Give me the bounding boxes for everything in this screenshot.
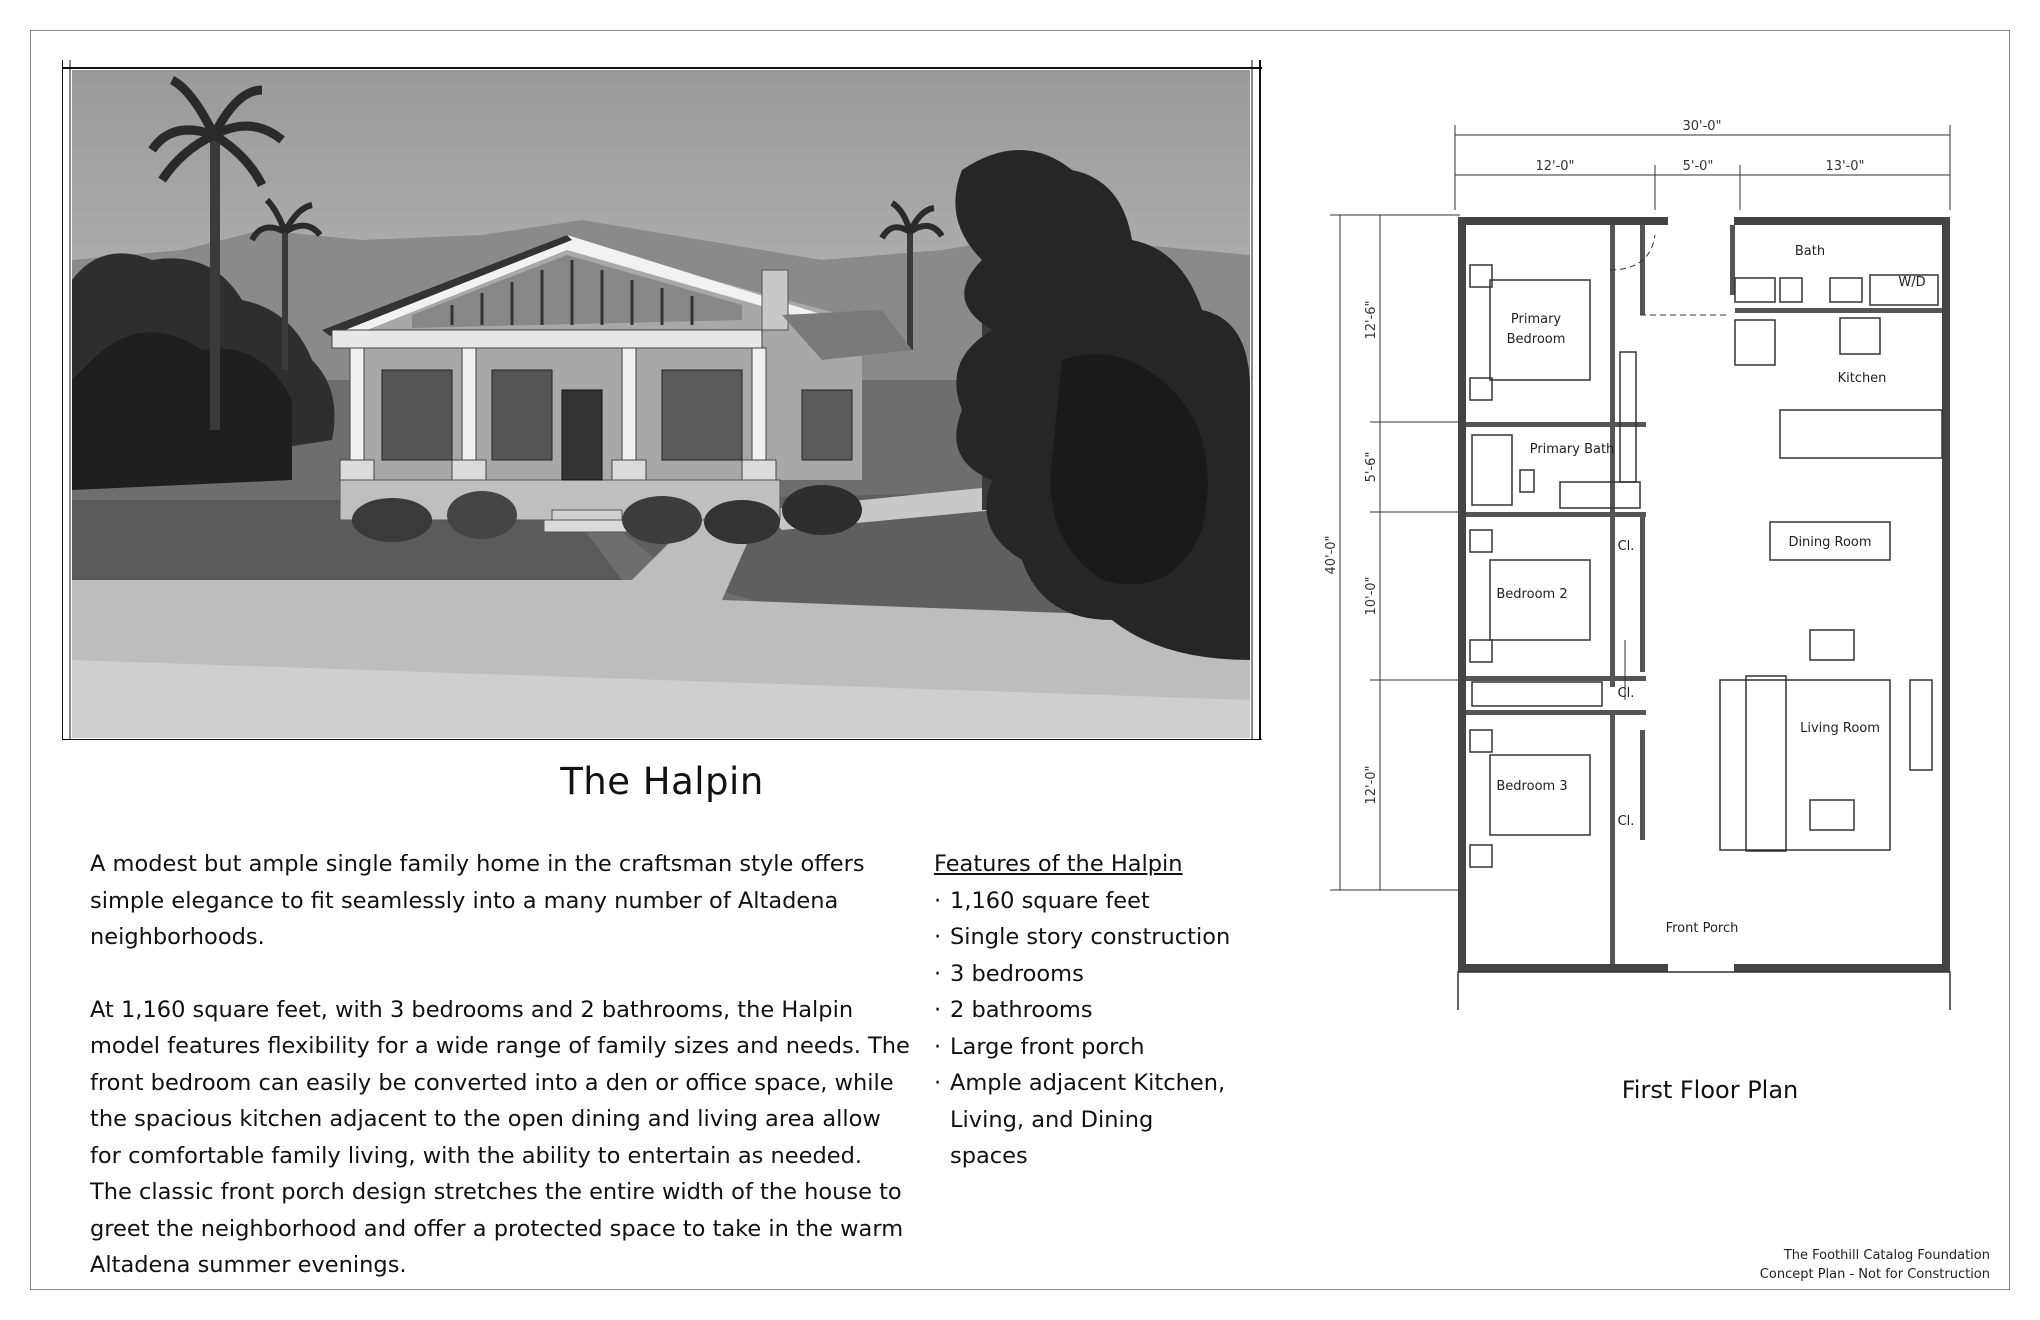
label-living: Living Room	[1800, 721, 1880, 736]
label-closet-1: Cl.	[1617, 539, 1635, 554]
floor-plan-drawing	[1310, 110, 2010, 1010]
feature-item: · 2 bathrooms	[934, 992, 1234, 1029]
footer-line-1: The Foothill Catalog Foundation	[1783, 1248, 1990, 1263]
dim-overall-width: 30'-0"	[1682, 119, 1722, 134]
label-dining: Dining Room	[1788, 535, 1872, 550]
floor-plan-caption: First Floor Plan	[1621, 1076, 1799, 1104]
label-closet-3: Cl.	[1617, 814, 1635, 829]
house-rendering	[62, 60, 1262, 740]
label-bedroom3: Bedroom 3	[1496, 779, 1568, 794]
feature-item: · Ample adjacent Kitchen, Living, and Dining spaces	[934, 1065, 1234, 1175]
feature-item: · 1,160 square feet	[934, 883, 1234, 920]
floor-plan	[1310, 110, 2010, 1010]
footer	[1760, 1246, 1990, 1284]
label-bedroom2: Bedroom 2	[1496, 587, 1568, 602]
description-paragraph-2: At 1,160 square feet, with 3 bedrooms and 2 bathrooms, the Halpin model features flexibility for a wide range of family sizes and needs. The front bedroom can easily be converted into a den or office space, while the spacious kitchen adjacent to the open dining and living area allow for comfortable family living, with the ability to entertain as needed. The classic front porch design stretches the entire width of the house to greet the neighborhood and offer a protected space to take in the warm Altadena summer evenings.	[90, 996, 910, 1278]
footer-line-2: Concept Plan - Not for Construction	[1759, 1267, 1990, 1282]
page-title: The Halpin	[560, 760, 764, 803]
label-primary-bedroom-1: Primary	[1510, 312, 1562, 327]
label-porch: Front Porch	[1665, 921, 1739, 936]
feature-item: · Large front porch	[934, 1029, 1234, 1066]
label-closet-2: Cl.	[1617, 686, 1635, 701]
dim-overall-depth: 40'-0"	[1324, 535, 1339, 575]
dim-seg1: 12'-0"	[1535, 159, 1575, 174]
label-wd: W/D	[1898, 275, 1926, 290]
label-bath: Bath	[1794, 244, 1826, 259]
description-paragraph-1: A modest but ample single family home in the craftsman style offers simple elegance to fit seamlessly into a many number of Altadena neighborhoods.	[90, 851, 865, 950]
house-illustration	[62, 60, 1262, 740]
dim-depth2: 5'-6"	[1364, 451, 1379, 483]
dim-depth4: 12'-0"	[1364, 765, 1379, 805]
dim-depth3: 10'-0"	[1364, 576, 1379, 616]
features-list	[934, 846, 1234, 1175]
description	[90, 846, 910, 1320]
features-heading: Features of the Halpin	[934, 851, 1183, 877]
dim-seg2: 5'-0"	[1682, 159, 1714, 174]
label-primary-bedroom-2: Bedroom	[1506, 332, 1566, 347]
dim-depth1: 12'-6"	[1364, 300, 1379, 340]
feature-item: · Single story construction	[934, 919, 1234, 956]
feature-item: · 3 bedrooms	[934, 956, 1234, 993]
dim-seg3: 13'-0"	[1825, 159, 1865, 174]
label-primary-bath: Primary Bath	[1529, 442, 1615, 457]
label-kitchen: Kitchen	[1837, 371, 1887, 386]
